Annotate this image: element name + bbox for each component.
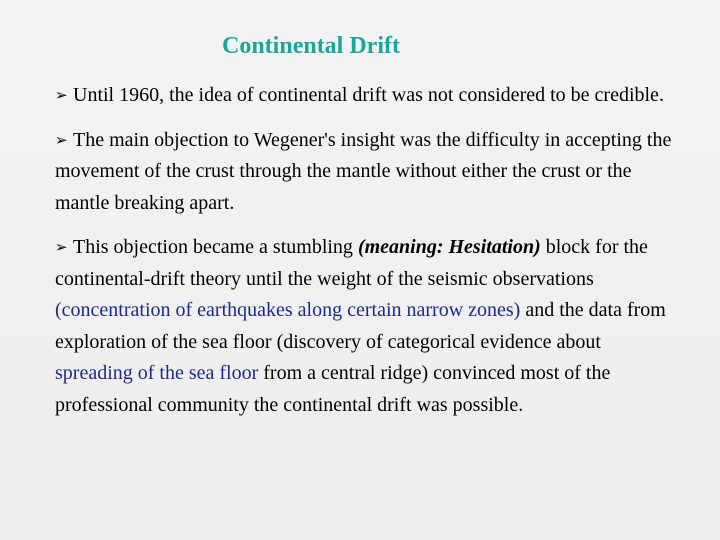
bullet-text: The main objection to Wegener's insight was the difficulty in accepting the movement of the crust through the mantle without either the crust or the mantle breaking apart. <box>55 128 672 214</box>
arrow-bullet-icon: ➢ <box>55 86 68 104</box>
arrow-bullet-icon: ➢ <box>55 130 68 149</box>
emphasis-text: (meaning: Hesitation) <box>357 236 541 258</box>
bullet-text: from a central ridge) convinced most of the professional community the continental drift was possible. <box>55 362 611 416</box>
bullet-text: This objection became a stumbling <box>73 236 358 258</box>
bullet-item <box>55 80 675 112</box>
bullet-text: block for the continental-drift theory until the weight of the seismic observations <box>55 236 648 290</box>
bullet-item <box>55 232 675 421</box>
highlight-text: (concentration of earthquakes along certain narrow zones) <box>55 299 521 321</box>
slide-title: Continental Drift <box>222 33 400 59</box>
arrow-bullet-icon: ➢ <box>55 238 68 256</box>
highlight-text: spreading of the sea floor <box>55 362 259 384</box>
bullet-text: Until 1960, the idea of continental drift was not considered to be credible. <box>73 84 664 106</box>
bullet-list <box>55 80 675 434</box>
bullet-item <box>55 125 675 220</box>
bullet-text: and the data from exploration of the sea floor (discovery of categorical evidence about <box>55 299 666 353</box>
